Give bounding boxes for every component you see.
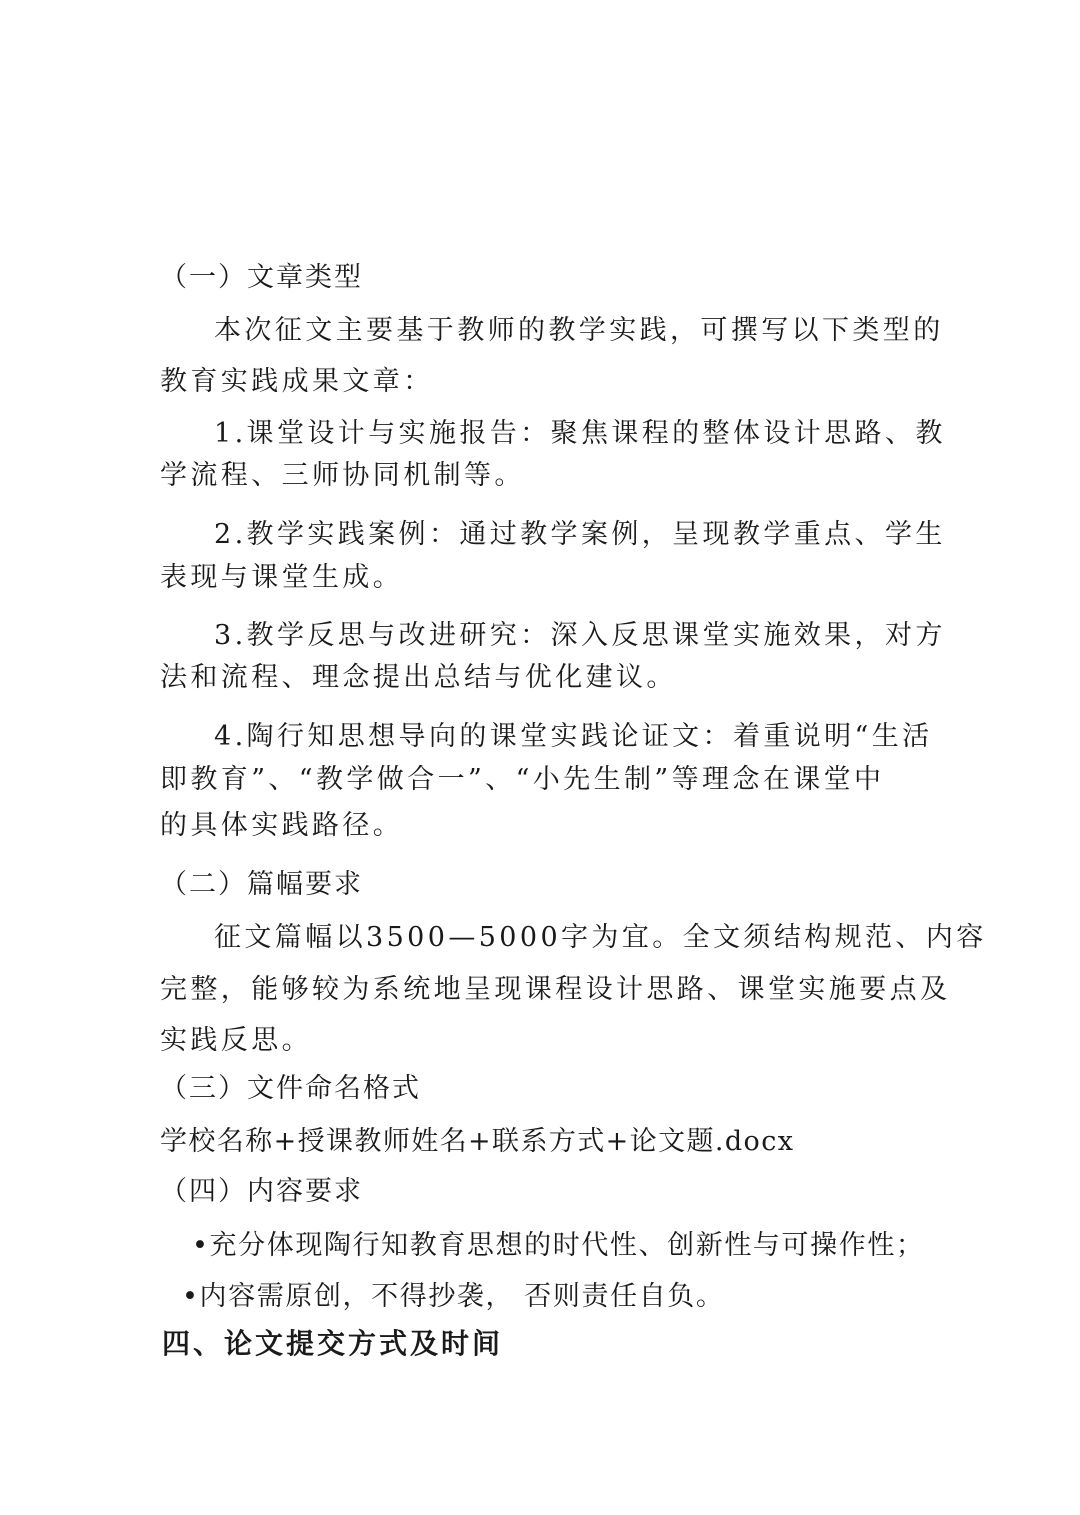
subheading-file-naming: （三）文件命名格式	[160, 1073, 421, 1104]
list-item-2-line: 2.教学实践案例：通过教学案例，呈现教学重点、学生	[214, 519, 946, 550]
paragraph-line: 完整，能够较为系统地呈现课程设计思路、课堂实施要点及	[160, 974, 951, 1005]
list-item-4-line: 即教育”、“教学做合一”、“小先生制”等理念在课堂中	[160, 764, 885, 795]
paragraph-line: 本次征文主要基于教师的教学实践，可撰写以下类型的	[214, 315, 944, 346]
bullet-item: •充分体现陶行知教育思想的时代性、创新性与可操作性；	[192, 1230, 925, 1261]
subheading-length-requirement: （二）篇幅要求	[160, 869, 363, 900]
list-item-4-line: 的具体实践路径。	[160, 810, 404, 841]
list-item-3-line: 3.教学反思与改进研究：深入反思课堂实施效果，对方	[214, 620, 946, 651]
section-heading: 四、论文提交方式及时间	[162, 1327, 504, 1360]
list-item-1-line: 学流程、三师协同机制等。	[160, 460, 525, 491]
subheading-content-requirement: （四）内容要求	[160, 1176, 363, 1207]
paragraph-line: 实践反思。	[160, 1025, 312, 1056]
list-item-2-line: 表现与课堂生成。	[160, 562, 404, 593]
bullet-item: •内容需原创，不得抄袭， 否则责任自负。	[182, 1281, 725, 1312]
subheading-article-type: （一）文章类型	[160, 262, 363, 293]
list-item-1-line: 1.课堂设计与实施报告：聚焦课程的整体设计思路、教	[214, 418, 946, 449]
paragraph-line: 征文篇幅以3500—5000字为宜。全文须结构规范、内容	[214, 922, 987, 953]
list-item-4-line: 4.陶行知思想导向的课堂实践论证文：着重说明“生活	[214, 721, 933, 752]
file-naming-format: 学校名称+授课教师姓名+联系方式+论文题.docx	[160, 1126, 795, 1157]
paragraph-line: 教育实践成果文章：	[160, 366, 434, 397]
list-item-3-line: 法和流程、理念提出总结与优化建议。	[160, 662, 677, 693]
